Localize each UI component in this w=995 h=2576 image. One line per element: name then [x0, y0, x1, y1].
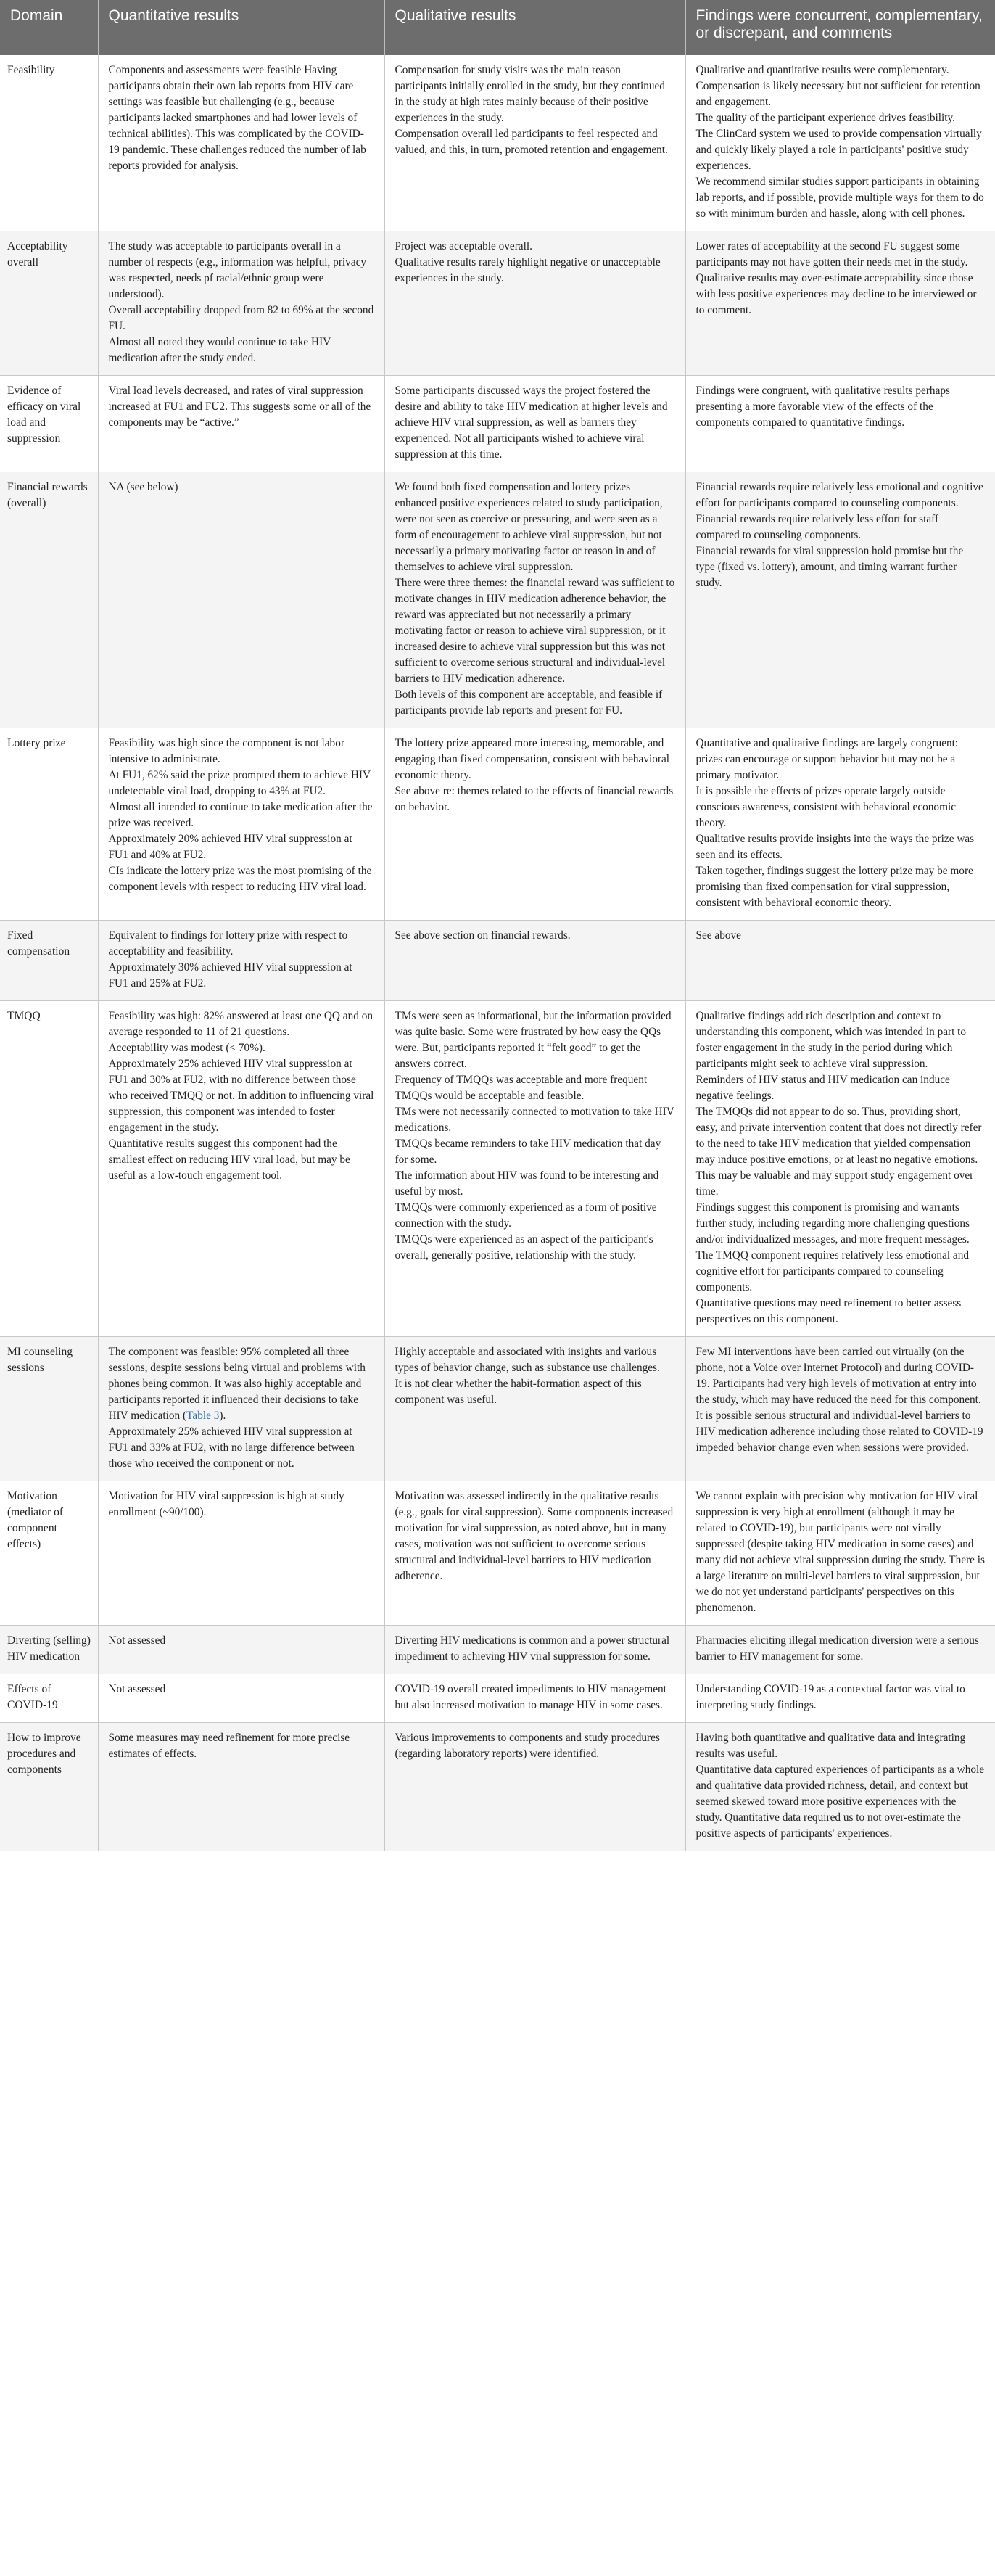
findings-cell	[685, 1674, 995, 1723]
findings-cell	[685, 1626, 995, 1674]
qualitative-cell	[384, 1723, 685, 1851]
cell-paragraph: Qualitative results provide insights into the ways the prize was seen and its effects.	[695, 833, 975, 861]
cell-paragraph: Findings suggest this component is promising and warrants further study, including regarding more challenging questions and/or individualized messages, and more frequent messages.	[695, 1201, 970, 1246]
quantitative-cell	[98, 376, 384, 472]
cell-paragraph: The study was acceptable to participants overall in a number of respects (e.g., information was helpful, privacy was respected, needs pf racial/ethnic group were understood).	[108, 240, 367, 300]
cell-paragraph: We recommend similar studies support participants in obtaining lab reports, and if possible, provide multiple ways for them to do so with minimum burden and hassle, along with cell phones.	[695, 176, 984, 220]
cell-paragraph: TMs were not necessarily connected to motivation to take HIV medications.	[395, 1106, 674, 1134]
cell-paragraph: COVID-19 overall created impediments to HIV management but also increased motivation to manage HIV in some cases.	[395, 1683, 666, 1711]
qualitative-cell	[384, 1626, 685, 1674]
cell-paragraph: TMQQs became reminders to take HIV medication that day for some.	[395, 1137, 661, 1166]
cell-paragraph: It is possible serious structural and individual-level barriers to HIV medication adherence including those related to COVID-19 impeded behavior change even when sessions were provided.	[695, 1410, 983, 1454]
cell-paragraph: Approximately 30% achieved HIV viral suppression at FU1 and 25% at FU2.	[108, 961, 352, 989]
findings-cell	[685, 728, 995, 921]
cell-paragraph: Feasibility was high since the component is not labor intensive to administrate.	[108, 737, 344, 765]
cell-paragraph: Qualitative and quantitative results were complementary.	[695, 64, 949, 76]
domain-cell: Effects of COVID-19	[0, 1674, 98, 1723]
qualitative-cell	[384, 728, 685, 921]
cell-paragraph: There were three themes: the financial reward was sufficient to motivate changes in HIV medication adherence behavior, the reward was appreciated but not necessarily a primary motivating factor or reason to achieve viral suppression, or it increased desire to achieve viral suppression but this was not sufficient to overcome serious structural and individual-level barriers to HIV medication adherence.	[395, 577, 675, 685]
cell-paragraph: Motivation was assessed indirectly in the qualitative results (e.g., goals for viral suppression). Some components increased motivation for viral suppression, as noted above, but in many cases, motivation was not sufficient to overcome serious structural and individual-level barriers to HIV medication adherence.	[395, 1490, 674, 1582]
domain-cell: Evidence of efficacy on viral load and suppression	[0, 376, 98, 472]
quantitative-cell	[98, 55, 384, 231]
cell-paragraph: Pharmacies eliciting illegal medication diversion were a serious barrier to HIV management for some.	[695, 1634, 979, 1663]
cell-paragraph: Understanding COVID-19 as a contextual factor was vital to interpreting study findings.	[695, 1683, 965, 1711]
domain-cell: TMQQ	[0, 1001, 98, 1337]
cell-text: ).	[219, 1410, 226, 1422]
findings-cell	[685, 921, 995, 1001]
domain-cell: Lottery prize	[0, 728, 98, 921]
cell-paragraph: The lottery prize appeared more interesting, memorable, and engaging than fixed compensation, consistent with behavioral economic theory.	[395, 737, 670, 781]
qualitative-cell	[384, 472, 685, 728]
cell-paragraph: Compensation overall led participants to feel respected and valued, and this, in turn, promoted retention and engagement.	[395, 128, 668, 156]
qualitative-cell	[384, 376, 685, 472]
findings-cell	[685, 472, 995, 728]
cell-paragraph: Various improvements to components and study procedures (regarding laboratory reports) were identified.	[395, 1732, 660, 1760]
table-row	[0, 728, 995, 921]
table-row	[0, 231, 995, 376]
cell-paragraph: Equivalent to findings for lottery prize with respect to acceptability and feasibility.	[108, 929, 348, 958]
findings-cell	[685, 231, 995, 376]
qualitative-cell	[384, 55, 685, 231]
cell-paragraph: TMs were seen as informational, but the information provided was quite basic. Some were frustrated by how easy the QQs were. But, participants reported it “felt good” to get the answers correct.	[395, 1010, 672, 1070]
qualitative-cell	[384, 1481, 685, 1626]
cell-paragraph: The information about HIV was found to be interesting and useful by most.	[395, 1169, 659, 1198]
cell-paragraph: Financial rewards require relatively less emotional and cognitive effort for participants compared to counseling components.	[695, 481, 983, 509]
quantitative-cell	[98, 1481, 384, 1626]
table-row	[0, 1626, 995, 1674]
cell-paragraph: The ClinCard system we used to provide compensation virtually and quickly likely played a role in participants' positive study experiences.	[695, 128, 982, 172]
cell-paragraph: Highly acceptable and associated with insights and various types of behavior change, such as substance use challenges.	[395, 1346, 660, 1374]
quantitative-cell	[98, 1674, 384, 1723]
cell-paragraph: Quantitative data captured experiences of participants as a whole and qualitative data provided richness, detail, and context but seemed skewed toward more positive experiences with the study. Quantitative data required us to not over-estimate the positive aspects of participants' experiences.	[695, 1764, 985, 1840]
cell-paragraph: Qualitative findings add rich description and context to understanding this component, which was intended in part to foster engagement in the study in the period during which participants might seek to achieve viral suppression.	[695, 1010, 967, 1070]
cell-paragraph: It is possible the effects of prizes operate largely outside conscious awareness, consistent with behavioral economic theory.	[695, 785, 957, 829]
header-domain: Domain	[0, 0, 98, 55]
cell-paragraph: Both levels of this component are acceptable, and feasible if participants provide lab reports and present for FU.	[395, 688, 663, 717]
cell-paragraph: Some measures may need refinement for more precise estimates of effects.	[108, 1732, 350, 1760]
domain-cell: Diverting (selling) HIV medication	[0, 1626, 98, 1674]
domain-cell: Acceptability overall	[0, 231, 98, 376]
findings-cell	[685, 1337, 995, 1481]
cell-paragraph: Having both quantitative and qualitative data and integrating results was useful.	[695, 1732, 966, 1760]
cell-paragraph: Few MI interventions have been carried out virtually (on the phone, not a Voice over Internet Protocol) and during COVID-19. Participants had very high levels of motivation at entry into the study, which may have reduced the need for this component.	[695, 1346, 981, 1406]
cell-paragraph: Components and assessments were feasible Having participants obtain their own lab reports from HIV care settings was feasible but challenging (e.g., because participants lacked smartphones and had lower levels of technical abilities). This was complicated by the COVID-19 pandemic. These challenges reduced the number of lab reports provided for analysis.	[108, 64, 366, 172]
table-row	[0, 376, 995, 472]
cell-paragraph: Acceptability was modest (< 70%).	[108, 1042, 265, 1054]
domain-cell: MI counseling sessions	[0, 1337, 98, 1481]
cell-paragraph	[109, 1344, 374, 1424]
quantitative-cell	[98, 1001, 384, 1337]
cell-paragraph: Frequency of TMQQs was acceptable and more frequent TMQQs would be acceptable and feasible.	[395, 1074, 648, 1102]
cell-paragraph: See above	[695, 929, 741, 942]
cell-paragraph: CIs indicate the lottery prize was the most promising of the component levels with respect to reducing HIV viral load.	[108, 865, 372, 893]
cell-paragraph: Compensation for study visits was the main reason participants initially enrolled in the study, but they continued in the study at high rates mainly because of their positive experiences in the study.	[395, 64, 665, 124]
cell-paragraph: Feasibility was high: 82% answered at least one QQ and on average responded to 11 of 21 questions.	[108, 1010, 373, 1038]
cell-paragraph: See above re: themes related to the effects of financial rewards on behavior.	[395, 785, 674, 813]
table-body	[0, 55, 995, 1851]
cell-paragraph: Approximately 20% achieved HIV viral suppression at FU1 and 40% at FU2.	[108, 833, 352, 861]
domain-cell: Fixed compensation	[0, 921, 98, 1001]
quantitative-cell	[98, 472, 384, 728]
cell-paragraph: The TMQQs did not appear to do so. Thus, providing short, easy, and private intervention content that does not directly refer to the need to take HIV medication that yielded compensation may induce positive emotions, or at least no negative emotions. This may be valuable and may support study engagement over time.	[695, 1106, 982, 1198]
quantitative-cell	[98, 231, 384, 376]
cell-paragraph: Taken together, findings suggest the lottery prize may be more promising than fixed compensation for viral suppression, consistent with behavioral economic theory.	[695, 865, 973, 909]
table-row	[0, 1674, 995, 1723]
domain-cell: Feasibility	[0, 55, 98, 231]
quantitative-cell	[98, 1337, 384, 1481]
qualitative-cell	[384, 1001, 685, 1337]
findings-cell	[685, 55, 995, 231]
header-findings: Findings were concurrent, complementary, or discrepant, and comments	[685, 0, 995, 55]
cell-paragraph: Not assessed	[108, 1634, 166, 1647]
qualitative-cell	[384, 921, 685, 1001]
findings-cell	[685, 1481, 995, 1626]
header-quantitative: Quantitative results	[98, 0, 384, 55]
table-3-link[interactable]: Table 3	[186, 1410, 220, 1422]
cell-paragraph: Financial rewards for viral suppression hold promise but the type (fixed vs. lottery), amount, and timing warrant further study.	[695, 545, 964, 589]
cell-paragraph: The TMQQ component requires relatively less emotional and cognitive effort for participants compared to counseling components.	[695, 1249, 970, 1293]
cell-text: The component was feasible: 95% completed all three sessions, despite sessions being virtual and problems with phones being common. It was also highly acceptable and participants reported it influenced their decisions to take HIV medication (	[108, 1346, 366, 1422]
cell-paragraph: Overall acceptability dropped from 82 to 69% at the second FU.	[108, 304, 374, 332]
cell-paragraph: At FU1, 62% said the prize prompted them to achieve HIV undetectable viral load, dropping to 43% at FU2.	[108, 769, 371, 797]
cell-paragraph: TMQQs were experienced as an aspect of the participant's overall, generally positive, relationship with the study.	[395, 1233, 653, 1262]
cell-paragraph: Compensation is likely necessary but not sufficient for retention and engagement.	[695, 80, 980, 108]
table-row	[0, 472, 995, 728]
cell-paragraph: Quantitative questions may need refinement to better assess perspectives on this component.	[695, 1297, 962, 1325]
domain-cell: How to improve procedures and components	[0, 1723, 98, 1851]
cell-paragraph: Not assessed	[108, 1683, 166, 1695]
header-qualitative: Qualitative results	[384, 0, 685, 55]
qualitative-cell	[384, 1674, 685, 1723]
qualitative-cell	[384, 231, 685, 376]
cell-paragraph: Financial rewards require relatively less effort for staff compared to counseling components.	[695, 513, 939, 541]
cell-paragraph: Diverting HIV medications is common and a power structural impediment to achieving HIV viral suppression for some.	[395, 1634, 670, 1663]
cell-paragraph: Motivation for HIV viral suppression is high at study enrollment (~90/100).	[108, 1490, 344, 1518]
table-row	[0, 1001, 995, 1337]
table-row	[0, 1337, 995, 1481]
findings-cell	[685, 1723, 995, 1851]
cell-paragraph: TMQQs were commonly experienced as a form of positive connection with the study.	[395, 1201, 657, 1230]
cell-paragraph: Qualitative results rarely highlight negative or unacceptable experiences in the study.	[395, 256, 661, 284]
cell-paragraph: Approximately 25% achieved HIV viral suppression at FU1 and 33% at FU2, with no large difference between those who received the component or not.	[108, 1425, 355, 1470]
cell-paragraph: NA (see below)	[108, 481, 178, 493]
cell-paragraph: Viral load levels decreased, and rates of viral suppression increased at FU1 and FU2. This suggests some or all of the components may be “active.”	[108, 384, 371, 429]
cell-paragraph: Some participants discussed ways the project fostered the desire and ability to take HIV medication at higher levels and achieve HIV viral suppression, as well as barriers they experienced. Not all participants wished to achieve viral suppression at this time.	[395, 384, 668, 461]
table-header	[0, 0, 995, 55]
quantitative-cell	[98, 728, 384, 921]
table-row	[0, 55, 995, 231]
cell-paragraph: Approximately 25% achieved HIV viral suppression at FU1 and 30% at FU2, with no difference between those who received TMQQ or not. In addition to influencing viral suppression, this component was intended to foster engagement in the study.	[108, 1058, 374, 1134]
cell-paragraph: Lower rates of acceptability at the second FU suggest some participants may not have gotten their needs met in the study.	[695, 240, 968, 268]
findings-cell	[685, 1001, 995, 1337]
table-row	[0, 921, 995, 1001]
cell-paragraph: We found both fixed compensation and lottery prizes enhanced positive experiences related to study participation, were not seen as coercive or pressuring, and were seen as a form of encouragement to achieve viral suppression, but not necessarily a primary motivating factor or reason in and of themselves to achieve viral suppression.	[395, 481, 663, 573]
domain-cell: Motivation (mediator of component effects)	[0, 1481, 98, 1626]
cell-paragraph: We cannot explain with precision why motivation for HIV viral suppression is very high at enrollment (although it may be related to COVID-19), but participants were not virally suppressed (despite taking HIV medication in some cases) and many did not achieve viral suppression during the study. There is a large literature on multi-level barriers to viral suppression, but we do not yet understand participants' perspectives on this phenomenon.	[695, 1490, 985, 1614]
table-row	[0, 1723, 995, 1851]
quantitative-cell	[98, 1626, 384, 1674]
qualitative-cell	[384, 1337, 685, 1481]
table-row	[0, 1481, 995, 1626]
domain-cell: Financial rewards (overall)	[0, 472, 98, 728]
cell-paragraph: Project was acceptable overall.	[395, 240, 532, 252]
cell-paragraph: See above section on financial rewards.	[395, 929, 571, 942]
cell-paragraph: Quantitative results suggest this component had the smallest effect on reducing HIV viral load, but may be useful as a low-touch engagement tool.	[108, 1137, 350, 1182]
cell-paragraph: Almost all intended to continue to take medication after the prize was received.	[108, 801, 373, 829]
cell-paragraph: It is not clear whether the habit-formation aspect of this component was useful.	[395, 1378, 642, 1406]
cell-paragraph: Quantitative and qualitative findings are largely congruent: prizes can encourage or support behavior but may not be a primary motivator.	[695, 737, 959, 781]
cell-paragraph: The quality of the participant experience drives feasibility.	[695, 112, 955, 124]
cell-paragraph: Qualitative results may over-estimate acceptability since those with less positive experiences may decline to be interviewed or to comment.	[695, 272, 977, 316]
cell-paragraph: Findings were congruent, with qualitative results perhaps presenting a more favorable view of the effects of the components compared to quantitative findings.	[695, 384, 950, 429]
quantitative-cell	[98, 1723, 384, 1851]
quantitative-cell	[98, 921, 384, 1001]
cell-paragraph: Almost all noted they would continue to take HIV medication after the study ended.	[108, 336, 331, 364]
cell-paragraph: Reminders of HIV status and HIV medication can induce negative feelings.	[695, 1074, 950, 1102]
findings-cell	[685, 376, 995, 472]
